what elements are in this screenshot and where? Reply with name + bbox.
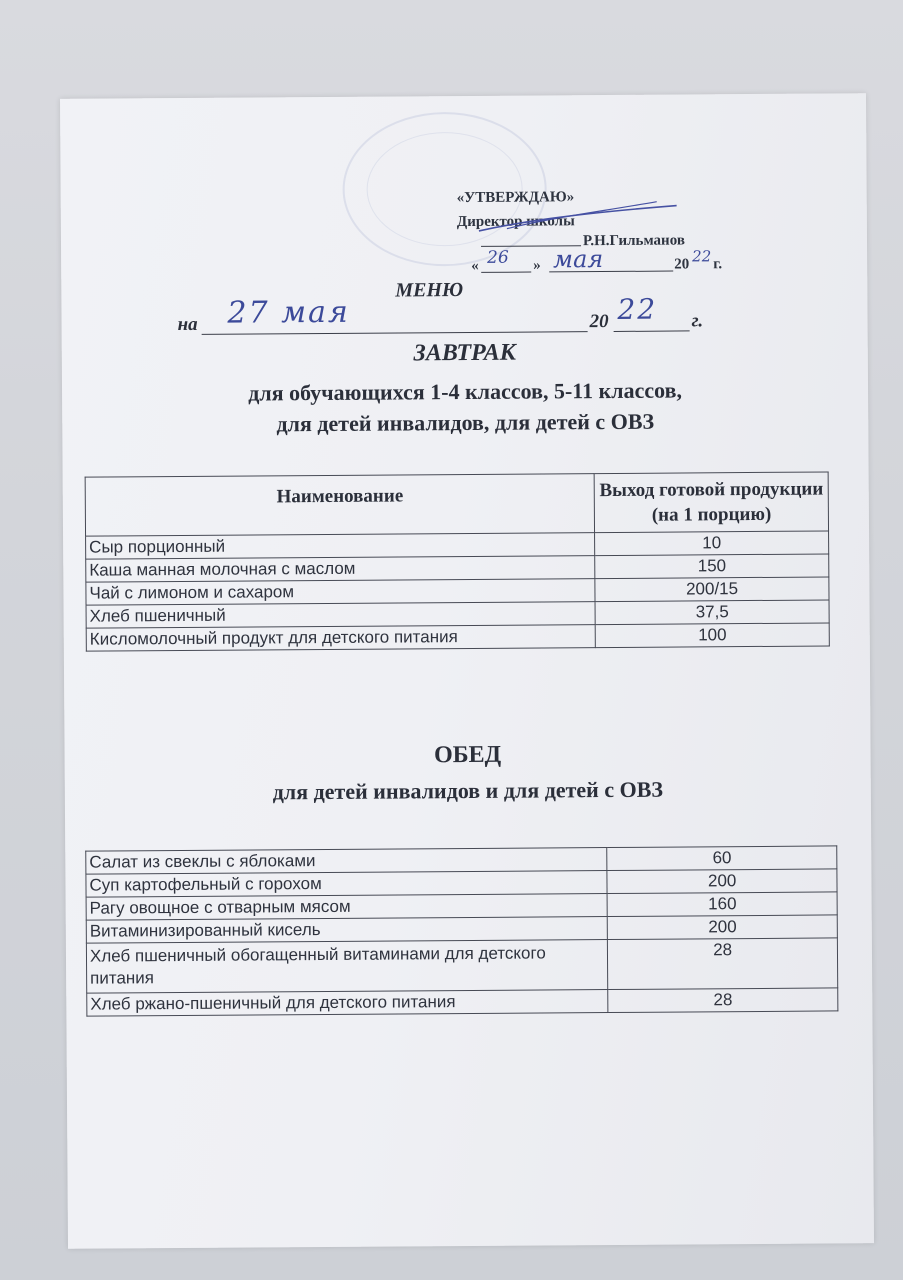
dish-name: Рагу овощное с отварным мясом <box>86 894 608 921</box>
dish-amount: 200/15 <box>595 577 829 602</box>
column-header-amount-main: Выход готовой продукции <box>599 478 824 502</box>
dish-amount: 200 <box>607 869 837 894</box>
column-header-amount <box>594 472 828 533</box>
table-row <box>86 938 837 993</box>
lunch-table <box>85 845 838 1016</box>
approval-year: 22 <box>692 247 712 266</box>
dish-amount: 150 <box>595 554 829 579</box>
dish-amount: 37,5 <box>595 600 829 625</box>
approval-month-line <box>549 271 673 273</box>
dish-amount: 160 <box>607 892 837 917</box>
table-row <box>87 988 838 1016</box>
breakfast-subtitle-2: для детей инвалидов, для детей с ОВЗ <box>276 408 655 437</box>
breakfast-subtitle-1: для обучающихся 1-4 классов, 5-11 классов, <box>248 377 683 406</box>
dish-name: Сыр порционный <box>86 533 595 560</box>
menu-on-label: на <box>177 313 198 336</box>
dish-amount: 28 <box>608 988 838 1013</box>
dish-name: Чай с лимоном и сахаром <box>86 579 595 606</box>
dish-name: Салат из свеклы с яблоками <box>86 848 608 875</box>
approval-quote-close: » <box>533 257 541 274</box>
menu-date: 27 мая <box>227 294 350 331</box>
lunch-subtitle: для детей инвалидов и для детей с ОВЗ <box>272 776 664 805</box>
approval-day: 26 <box>487 247 509 268</box>
approval-year-suffix: г. <box>713 256 723 273</box>
dish-amount: 28 <box>608 938 838 990</box>
menu-year-line <box>614 330 690 332</box>
dish-name: Кисломолочный продукт для детского питания <box>86 625 595 652</box>
dish-amount: 200 <box>608 915 838 940</box>
menu-title: МЕНЮ <box>395 279 464 302</box>
menu-year: 22 <box>617 292 658 326</box>
dish-amount: 10 <box>595 531 829 556</box>
director-name: Р.Н.Гильманов <box>582 232 685 250</box>
director-signature <box>477 200 677 235</box>
lunch-title: ОБЕД <box>433 741 502 769</box>
approval-day-line <box>481 272 531 273</box>
table-row <box>86 623 829 651</box>
dish-amount: 60 <box>607 846 837 871</box>
menu-year-prefix: 20 <box>589 311 609 333</box>
column-header-amount-unit: (на 1 порцию) <box>651 503 772 526</box>
approval-position: Директор школы <box>456 213 575 231</box>
dish-name: Хлеб пшеничный <box>86 602 595 629</box>
dish-name: Витаминизированный кисель <box>86 917 608 944</box>
menu-date-line <box>202 331 588 335</box>
column-header-name: Наименование <box>85 474 595 537</box>
breakfast-table <box>85 471 830 651</box>
dish-name: Каша манная молочная с маслом <box>86 556 595 583</box>
dish-name: Хлеб пшеничный обогащенный витаминами для детского питания <box>86 940 608 994</box>
document-sheet <box>60 93 874 1249</box>
menu-year-suffix: г. <box>691 310 704 332</box>
approval-month: мая <box>553 245 604 274</box>
approval-year-prefix: 20 <box>674 256 690 273</box>
dish-name: Хлеб ржано-пшеничный для детского питания <box>87 990 609 1017</box>
breakfast-header-row <box>85 472 828 536</box>
approval-title: «УТВЕРЖДАЮ» <box>456 189 575 207</box>
approval-quote-open: « <box>471 257 479 274</box>
dish-name: Суп картофельный с горохом <box>86 871 608 898</box>
breakfast-title: ЗАВТРАК <box>413 339 517 367</box>
dish-amount: 100 <box>595 623 829 648</box>
